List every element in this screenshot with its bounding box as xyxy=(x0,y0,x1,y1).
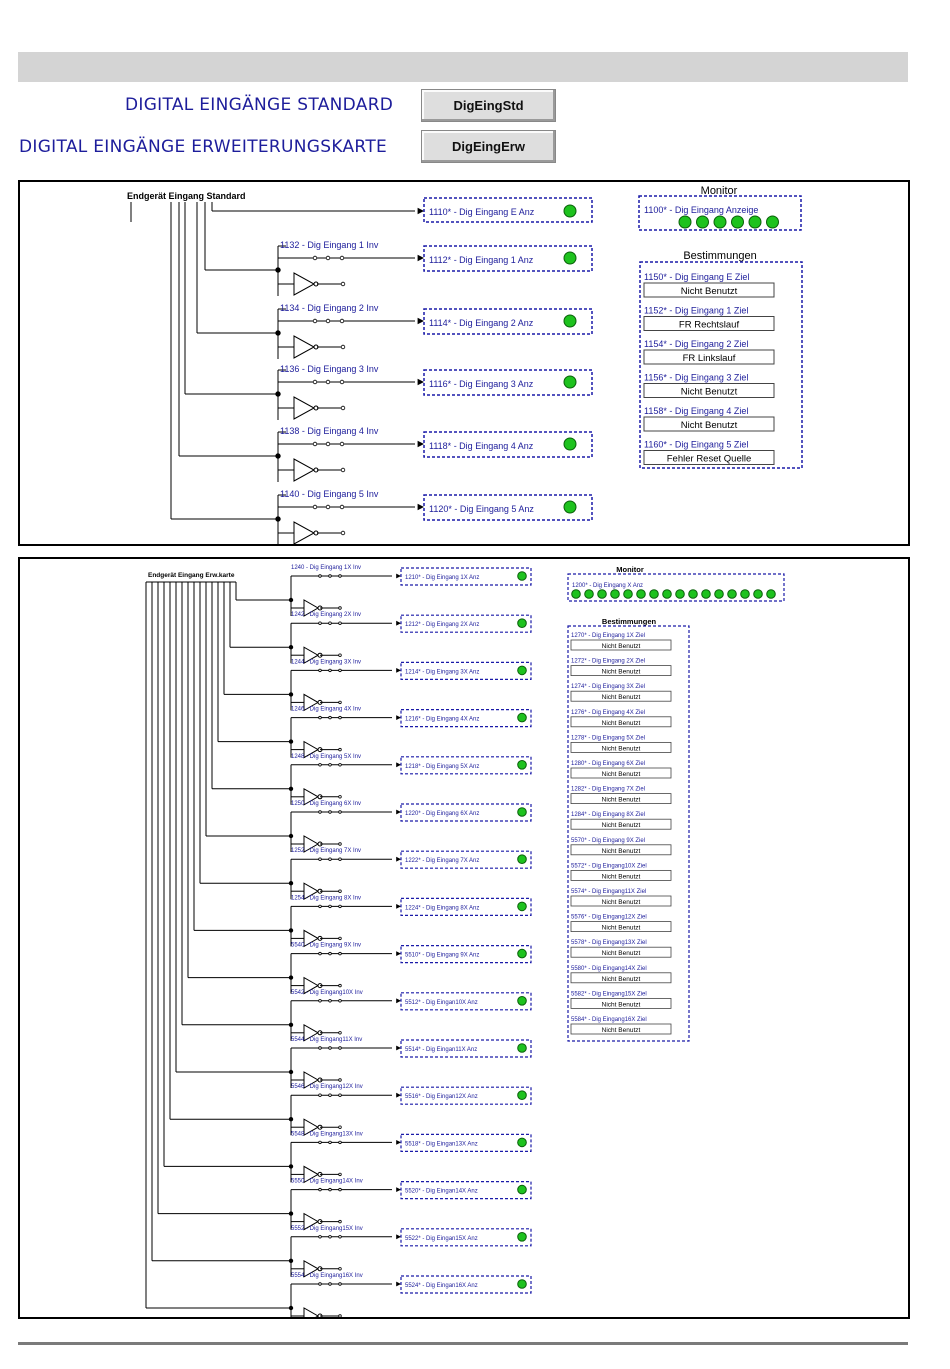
green-led xyxy=(598,590,607,599)
junction xyxy=(319,1236,322,1239)
inv-label: 1242 - Dig Eingang 2X Inv xyxy=(291,612,362,619)
junction xyxy=(329,716,332,719)
green-led xyxy=(518,1185,527,1194)
junction xyxy=(340,319,344,323)
junction xyxy=(326,442,330,446)
inv-label: 5550 - Dig Eingang14X Inv xyxy=(291,1178,363,1185)
best-value: Nicht Benutzt xyxy=(601,1001,641,1009)
arrow-head xyxy=(396,857,401,862)
junction xyxy=(319,1141,322,1144)
best-label: 1282* - Dig Eingang 7X Ziel xyxy=(571,786,646,793)
green-led xyxy=(564,252,576,264)
monitor-label: 1100* - Dig Eingang Anzeige xyxy=(644,205,759,215)
std-wiring-diagram xyxy=(20,182,908,544)
green-led xyxy=(572,590,581,599)
std-root-label: Endgerät Eingang Standard xyxy=(127,191,246,201)
green-led xyxy=(732,216,744,228)
std-section-title: DIGITAL EINGÄNGE STANDARD xyxy=(125,95,394,115)
best-label: 1280* - Dig Eingang 6X Ziel xyxy=(571,761,646,767)
junction xyxy=(339,654,342,657)
green-led xyxy=(702,590,711,599)
junction xyxy=(319,575,322,578)
best-value: Nicht Benutzt xyxy=(601,847,641,855)
arrow-head xyxy=(418,318,424,324)
junction xyxy=(339,796,342,799)
junction xyxy=(340,442,344,446)
inv-label: 5544 - Dig Eingang11X Inv xyxy=(291,1037,363,1043)
arrow-head xyxy=(396,951,401,956)
junction xyxy=(326,505,330,509)
green-led xyxy=(518,808,527,817)
green-led xyxy=(767,590,776,599)
best-label: 5576* - Dig Eingang12X Ziel xyxy=(571,914,647,921)
green-led xyxy=(564,501,576,513)
bottom-divider xyxy=(18,1342,908,1345)
junction xyxy=(326,380,330,384)
junction xyxy=(329,811,332,814)
dig-eing-erw-button[interactable]: DigEingErw xyxy=(421,130,556,163)
junction xyxy=(319,1000,322,1003)
display-label: 1112* - Dig Eingang 1 Anz xyxy=(429,255,534,265)
junction xyxy=(339,1079,342,1082)
green-led xyxy=(518,713,527,722)
junction xyxy=(339,1220,342,1223)
best-label: 5584* - Dig Eingang16X Ziel xyxy=(571,1017,647,1023)
green-led xyxy=(728,590,737,599)
display-label: 5522* - Dig Eingan15X Anz xyxy=(405,1235,478,1242)
junction xyxy=(319,858,322,861)
junction xyxy=(339,858,342,861)
green-led xyxy=(518,1138,527,1147)
junction xyxy=(339,811,342,814)
junction xyxy=(339,575,342,578)
inv-label: 1250 - Dig Eingang 6X Inv xyxy=(291,801,362,807)
arrow-head xyxy=(396,810,401,815)
display-label: 1214* - Dig Eingang 3X Anz xyxy=(405,669,480,676)
green-led xyxy=(624,590,633,599)
junction xyxy=(339,1315,342,1317)
arrow-head xyxy=(396,762,401,767)
junction xyxy=(339,984,342,987)
arrow-head xyxy=(418,208,424,214)
best-value: Nicht Benutzt xyxy=(601,873,641,881)
junction xyxy=(341,468,345,472)
junction xyxy=(339,1047,342,1050)
best-label: 1158* - Dig Eingang 4 Ziel xyxy=(644,406,749,416)
green-led xyxy=(715,590,724,599)
junction xyxy=(319,952,322,955)
junction xyxy=(339,937,342,940)
junction xyxy=(313,319,317,323)
best-title: Bestimmungen xyxy=(683,250,757,262)
arrow-head xyxy=(396,574,401,579)
erw-root-label: Endgerät Eingang Erw.karte xyxy=(148,572,235,579)
junction xyxy=(339,1094,342,1097)
best-label: 1156* - Dig Eingang 3 Ziel xyxy=(644,372,749,383)
junction xyxy=(340,505,344,509)
green-led xyxy=(518,902,527,911)
junction xyxy=(339,843,342,846)
inv-label: 1138 - Dig Eingang 4 Inv xyxy=(280,426,379,436)
green-led xyxy=(676,590,685,599)
arrow-head xyxy=(396,1093,401,1098)
arrow-head xyxy=(418,441,424,447)
junction xyxy=(319,1283,322,1286)
best-value: FR Linkslauf xyxy=(682,353,736,364)
inv-label: 5540 - Dig Eingang 9X Inv xyxy=(291,942,362,949)
best-value: Nicht Benutzt xyxy=(601,950,641,958)
junction xyxy=(339,622,342,625)
monitor-label: 1200* - Dig Eingang X Anz xyxy=(572,583,644,589)
best-label: 1276* - Dig Eingang 4X Ziel xyxy=(571,709,646,716)
green-led xyxy=(564,315,576,327)
best-value: Nicht Benutzt xyxy=(601,694,641,702)
inv-label: 1240 - Dig Eingang 1X Inv xyxy=(291,565,362,571)
inv-label: 1136 - Dig Eingang 3 Inv xyxy=(280,364,379,374)
junction xyxy=(326,319,330,323)
junction xyxy=(339,890,342,893)
green-led xyxy=(518,572,527,581)
junction xyxy=(276,331,281,336)
display-label: 1114* - Dig Eingang 2 Anz xyxy=(429,318,534,328)
green-led xyxy=(754,590,763,599)
junction xyxy=(340,256,344,260)
display-label: 1220* - Dig Eingang 6X Anz xyxy=(405,811,480,817)
junction xyxy=(339,1032,342,1035)
green-led xyxy=(518,666,527,675)
display-label: 1222* - Dig Eingang 7X Anz xyxy=(405,858,480,865)
best-label: 5582* - Dig Eingang15X Ziel xyxy=(571,991,647,998)
best-value: Nicht Benutzt xyxy=(601,924,641,932)
inverter-gate xyxy=(294,522,314,544)
best-value: Nicht Benutzt xyxy=(601,745,641,753)
junction xyxy=(329,952,332,955)
green-led xyxy=(663,590,672,599)
junction xyxy=(341,531,345,535)
inv-label: 1134 - Dig Eingang 2 Inv xyxy=(280,303,379,313)
green-led xyxy=(585,590,594,599)
arrow-head xyxy=(418,255,424,261)
junction xyxy=(329,669,332,672)
junction xyxy=(341,406,345,410)
best-value: Nicht Benutzt xyxy=(601,668,641,676)
best-label: 1274* - Dig Eingang 3X Ziel xyxy=(571,684,646,691)
best-label: 1160* - Dig Eingang 5 Ziel xyxy=(644,439,749,450)
inv-label: 5548 - Dig Eingang13X Inv xyxy=(291,1131,363,1138)
green-led xyxy=(767,216,779,228)
arrow-head xyxy=(418,379,424,385)
green-led xyxy=(518,1044,527,1053)
display-label: 1118* - Dig Eingang 4 Anz xyxy=(429,441,534,451)
green-led xyxy=(637,590,646,599)
green-led xyxy=(518,949,527,958)
junction xyxy=(339,1188,342,1191)
best-value: Nicht Benutzt xyxy=(601,771,641,778)
green-led xyxy=(564,438,576,450)
junction xyxy=(329,858,332,861)
display-label: 5514* - Dig Eingan11X Anz xyxy=(405,1047,478,1053)
inv-label: 5542 - Dig Eingang10X Inv xyxy=(291,989,363,996)
junction xyxy=(329,1047,332,1050)
junction xyxy=(329,622,332,625)
junction xyxy=(276,517,281,522)
inverter-gate xyxy=(294,459,314,481)
best-label: 5572* - Dig Eingang10X Ziel xyxy=(571,863,647,870)
best-value: Nicht Benutzt xyxy=(601,1027,641,1034)
junction xyxy=(319,1094,322,1097)
arrow-head xyxy=(396,904,401,909)
best-value: Nicht Benutzt xyxy=(680,386,738,398)
junction xyxy=(340,380,344,384)
top-gray-bar xyxy=(18,52,908,82)
green-led xyxy=(689,590,698,599)
junction xyxy=(276,268,281,273)
best-label: 1154* - Dig Eingang 2 Ziel xyxy=(644,339,749,349)
best-label: 1278* - Dig Eingang 5X Ziel xyxy=(571,735,646,742)
best-label: 5570* - Dig Eingang 9X Ziel xyxy=(571,837,646,844)
junction xyxy=(329,1141,332,1144)
junction xyxy=(276,392,281,397)
inverter-gate xyxy=(294,397,314,419)
green-led xyxy=(679,216,691,228)
best-title: Bestimmungen xyxy=(601,617,657,626)
green-led xyxy=(741,590,750,599)
green-led xyxy=(518,1280,527,1289)
junction xyxy=(319,905,322,908)
display-label: 1224* - Dig Eingang 8X Anz xyxy=(405,905,480,912)
best-label: 1150* - Dig Eingang E Ziel xyxy=(644,272,750,282)
junction xyxy=(339,1173,342,1176)
inv-label: 1246 - Dig Eingang 4X Inv xyxy=(291,706,362,713)
display-label: 1110* - Dig Eingang E Anz xyxy=(429,207,535,217)
best-label: 1284* - Dig Eingang 8X Ziel xyxy=(571,812,646,819)
arrow-head xyxy=(396,621,401,626)
junction xyxy=(329,764,332,767)
inv-label: 5546 - Dig Eingang12X Inv xyxy=(291,1084,363,1091)
arrow-head xyxy=(396,1140,401,1145)
inv-label: 1248 - Dig Eingang 5X Inv xyxy=(291,753,362,760)
junction xyxy=(313,505,317,509)
display-label: 5518* - Dig Eingan13X Anz xyxy=(405,1141,478,1148)
junction xyxy=(339,669,342,672)
inv-label: 1252 - Dig Eingang 7X Inv xyxy=(291,848,362,855)
green-led xyxy=(518,1233,527,1242)
junction xyxy=(329,905,332,908)
arrow-head xyxy=(396,1046,401,1051)
junction xyxy=(313,442,317,446)
display-label: 1116* - Dig Eingang 3 Anz xyxy=(429,379,534,389)
junction xyxy=(341,282,345,286)
green-led xyxy=(749,216,761,228)
junction xyxy=(276,454,281,459)
display-label: 1212* - Dig Eingang 2X Anz xyxy=(405,622,480,629)
junction xyxy=(339,1126,342,1129)
green-led xyxy=(518,1091,527,1100)
junction xyxy=(319,811,322,814)
best-value: Nicht Benutzt xyxy=(601,975,641,983)
best-value: Nicht Benutzt xyxy=(680,420,738,431)
green-led xyxy=(518,855,527,864)
display-label: 5510* - Dig Eingang 9X Anz xyxy=(405,952,480,959)
junction xyxy=(329,1236,332,1239)
monitor-title: Monitor xyxy=(616,565,644,574)
arrow-head xyxy=(418,504,424,510)
green-led xyxy=(697,216,709,228)
arrow-head xyxy=(396,715,401,720)
arrow-head xyxy=(396,998,401,1003)
best-label: 5580* - Dig Eingang14X Ziel xyxy=(571,965,647,972)
display-label: 1120* - Dig Eingang 5 Anz xyxy=(429,504,534,514)
green-led xyxy=(518,761,527,770)
best-value: Nicht Benutzt xyxy=(601,643,641,650)
junction xyxy=(329,1094,332,1097)
green-led xyxy=(564,205,576,217)
best-label: 1152* - Dig Eingang 1 Ziel xyxy=(644,305,749,316)
inv-label: 1132 - Dig Eingang 1 Inv xyxy=(280,240,379,250)
junction xyxy=(339,764,342,767)
std-diagram-panel xyxy=(18,180,910,546)
erw-wiring-diagram xyxy=(20,559,908,1317)
green-led xyxy=(518,997,527,1006)
junction xyxy=(341,345,345,349)
inverter-gate xyxy=(294,273,314,295)
dig-eing-std-button[interactable]: DigEingStd xyxy=(421,89,556,122)
junction xyxy=(329,1000,332,1003)
display-label: 5516* - Dig Eingan12X Anz xyxy=(405,1094,478,1101)
junction xyxy=(326,256,330,260)
junction xyxy=(329,575,332,578)
display-label: 5524* - Dig Eingan16X Anz xyxy=(405,1283,478,1289)
green-led xyxy=(564,376,576,388)
junction xyxy=(339,1000,342,1003)
display-label: 1216* - Dig Eingang 4X Anz xyxy=(405,716,480,723)
inv-label: 1244 - Dig Eingang 3X Inv xyxy=(291,659,362,666)
junction xyxy=(339,716,342,719)
junction xyxy=(313,256,317,260)
inv-label: 5554 - Dig Eingang16X Inv xyxy=(291,1273,363,1279)
green-led xyxy=(714,216,726,228)
junction xyxy=(339,701,342,704)
green-led xyxy=(650,590,659,599)
junction xyxy=(339,1283,342,1286)
best-value: Nicht Benutzt xyxy=(680,286,738,297)
best-label: 1272* - Dig Eingang 2X Ziel xyxy=(571,658,646,665)
junction xyxy=(313,380,317,384)
inv-label: 1254 - Dig Eingang 8X Inv xyxy=(291,895,362,902)
junction xyxy=(339,748,342,751)
best-label: 5578* - Dig Eingang13X Ziel xyxy=(571,940,647,947)
junction xyxy=(319,669,322,672)
display-label: 5520* - Dig Eingan14X Anz xyxy=(405,1188,478,1195)
best-value: FR Rechtslauf xyxy=(678,319,740,331)
best-value: Nicht Benutzt xyxy=(601,822,641,830)
best-value: Nicht Benutzt xyxy=(601,899,641,906)
junction xyxy=(319,764,322,767)
arrow-head xyxy=(396,1187,401,1192)
junction xyxy=(319,1047,322,1050)
inv-label: 5552 - Dig Eingang15X Inv xyxy=(291,1225,363,1232)
junction xyxy=(339,1141,342,1144)
junction xyxy=(339,1236,342,1239)
best-label: 5574* - Dig Eingang11X Ziel xyxy=(571,889,647,895)
best-label: 1270* - Dig Eingang 1X Ziel xyxy=(571,633,646,639)
junction xyxy=(319,622,322,625)
arrow-head xyxy=(396,1234,401,1239)
inverter-gate xyxy=(304,1308,318,1317)
erw-diagram-panel xyxy=(18,557,910,1319)
junction xyxy=(329,1283,332,1286)
display-label: 1210* - Dig Eingang 1X Anz xyxy=(405,575,480,581)
best-value: Nicht Benutzt xyxy=(601,796,641,804)
monitor-title: Monitor xyxy=(700,185,738,197)
best-value: Nicht Benutzt xyxy=(601,719,641,727)
green-led xyxy=(518,619,527,628)
junction xyxy=(339,905,342,908)
inverter-gate xyxy=(294,336,314,358)
junction xyxy=(339,952,342,955)
junction xyxy=(339,607,342,610)
inv-label: 1140 - Dig Eingang 5 Inv xyxy=(280,489,379,499)
display-label: 5512* - Dig Eingan10X Anz xyxy=(405,999,478,1006)
display-label: 1218* - Dig Eingang 5X Anz xyxy=(405,763,480,770)
best-value: Fehler Reset Quelle xyxy=(666,453,752,465)
junction xyxy=(319,716,322,719)
green-led xyxy=(611,590,620,599)
arrow-head xyxy=(396,1282,401,1287)
junction xyxy=(319,1188,322,1191)
junction xyxy=(339,1268,342,1271)
erw-section-title: DIGITAL EINGÄNGE ERWEITERUNGSKARTE xyxy=(19,137,388,157)
junction xyxy=(329,1188,332,1191)
arrow-head xyxy=(396,668,401,673)
